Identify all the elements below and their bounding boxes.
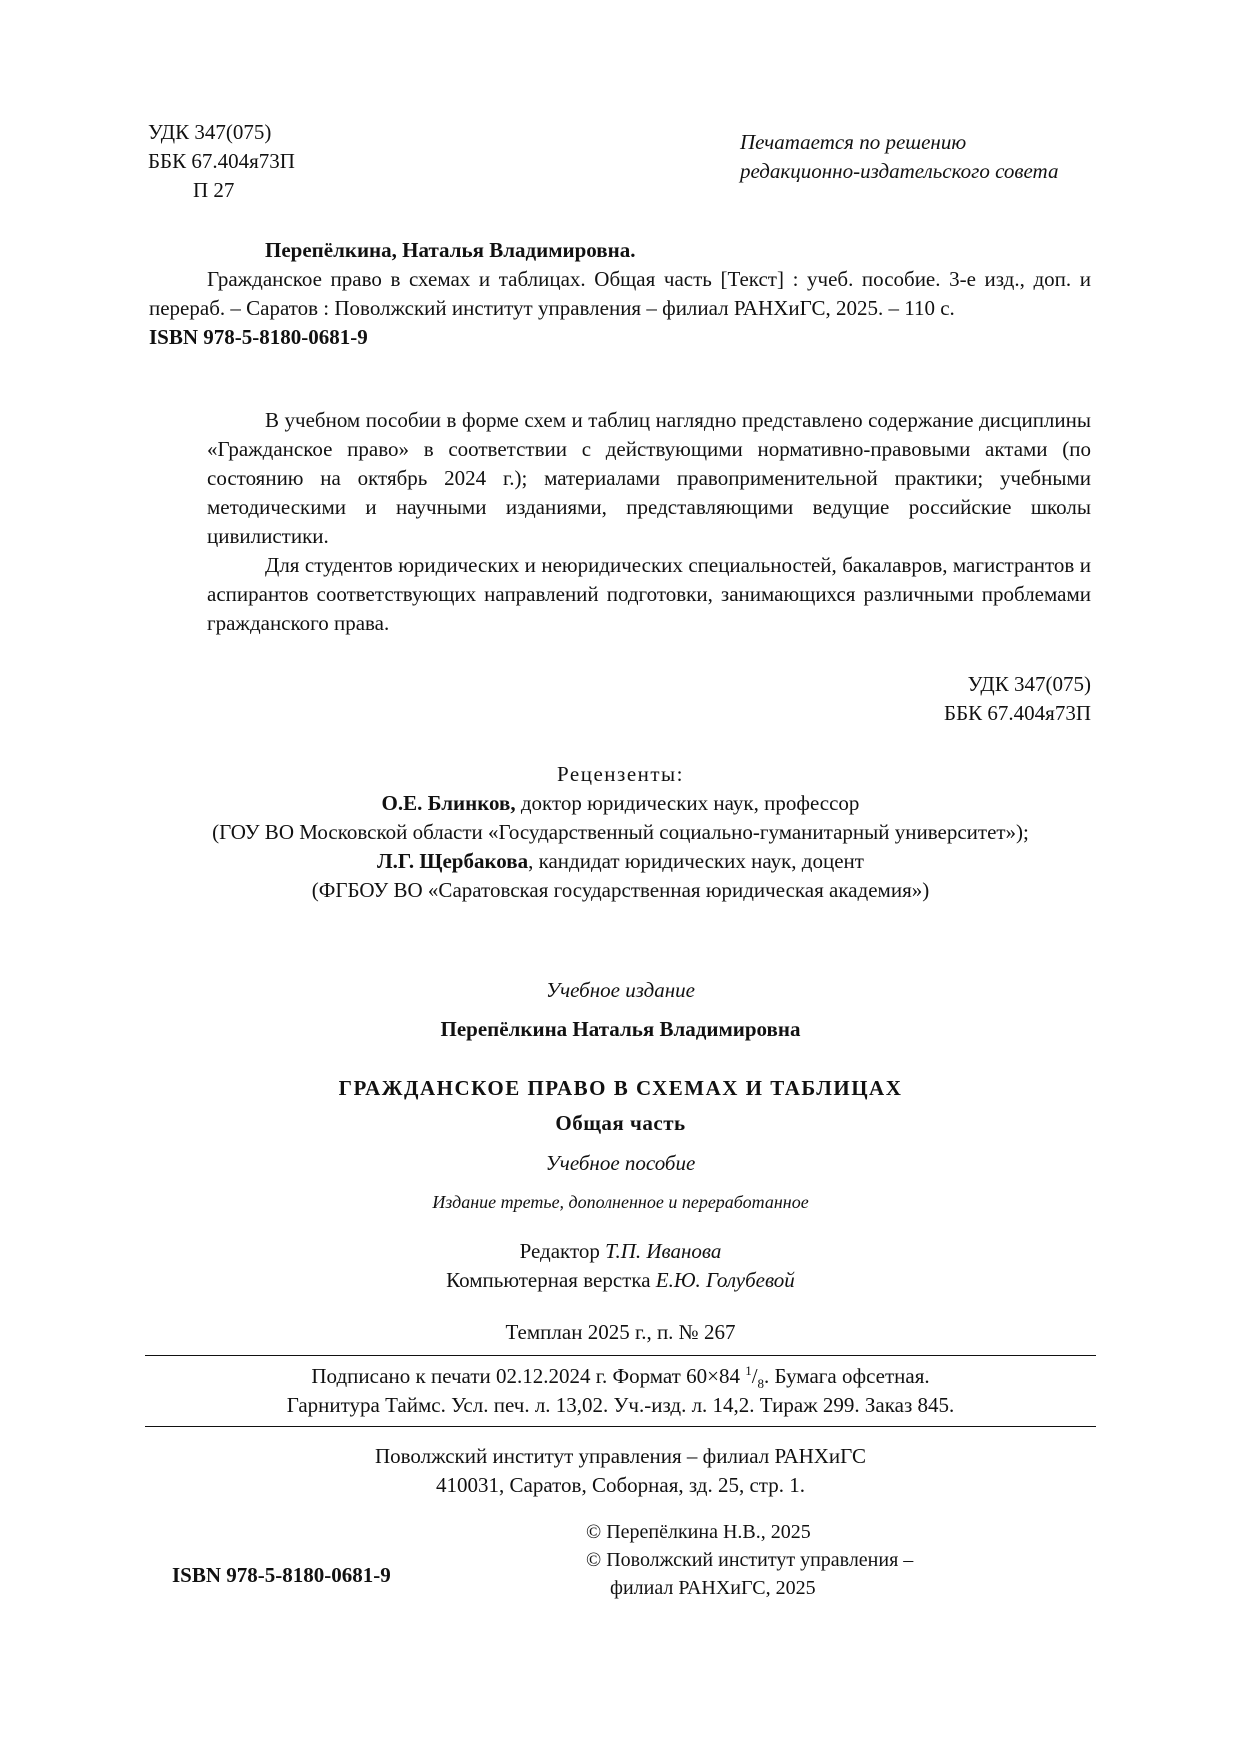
divider-bottom [145, 1426, 1096, 1427]
copyright-block [586, 1518, 913, 1602]
bbk-code-right: ББК 67.404я73П [944, 701, 1091, 725]
print-info-line-1b: . Бумага офсетная. [764, 1364, 930, 1388]
reviewer-2 [0, 847, 1241, 876]
format-fraction-denominator: 8 [757, 1376, 765, 1392]
book-genre: Учебное пособие [545, 1151, 696, 1175]
abstract-paragraph-1: В учебном пособии в форме схем и таблиц наглядно представлено содержание дисциплины «Гражданское право» в соответствии с действующими нормативно-правовыми актами (по состоянию на октябрь 2024 г.); материалами правоприменительной практики; учебными методическими и научными изданиями, представляющими ведущие российские школы цивилистики. [207, 408, 1091, 548]
print-info-line-1: Подписано к печати 02.12.2024 г. Формат 60×84 $^1/_8$. Бумага офсетная. [311, 1363, 930, 1392]
approval-line-1: Печатается по решению [740, 130, 967, 154]
print-info-line-2: Гарнитура Таймс. Усл. печ. л. 13,02. Уч.-изд. л. 14,2. Тираж 299. Заказ 845. [286, 1393, 955, 1417]
credits [0, 1237, 1241, 1295]
print-info [0, 1362, 1241, 1420]
author-mark: П 27 [193, 178, 235, 202]
publisher-address: 410031, Саратов, Соборная, зд. 25, стр. 1. [436, 1473, 805, 1497]
record-description: Гражданское право в схемах и таблицах. Общая часть [Текст] : учеб. пособие. 3-е изд., доп. и перераб. – Саратов : Поволжский институт управления – филиал РАНХиГС, 2025. – 110 с. [149, 267, 1091, 320]
abstract [207, 406, 1091, 638]
editor-line [0, 1237, 1241, 1266]
publisher-block [0, 1442, 1241, 1500]
edition-type: Учебное издание [545, 978, 696, 1002]
reviewer-2-org: (ФГБОУ ВО «Саратовская государственная юридическая академия») [311, 878, 930, 902]
bibliographic-record [149, 236, 1091, 352]
reviewers-heading: Рецензенты: [557, 762, 684, 786]
approval-line-2: редакционно-издательского совета [740, 159, 1059, 183]
copyright-publisher-cont: филиал РАНХиГС, 2025 [610, 1577, 816, 1599]
udk-code: УДК 347(075) [148, 120, 272, 144]
publisher-name: Поволжский институт управления – филиал РАНХиГС [374, 1444, 867, 1468]
layout-line [0, 1266, 1241, 1295]
imprint-author: Перепёлкина Наталья Владимировна [440, 1017, 801, 1041]
copyright-author: © Перепёлкина Н.В., 2025 [586, 1521, 811, 1543]
layout-name: Е.Ю. Голубевой [655, 1268, 795, 1292]
templan: Темплан 2025 г., п. № 267 [505, 1320, 736, 1344]
layout-label: Компьютерная верстка [446, 1268, 656, 1292]
approval-note [740, 128, 1058, 186]
editor-label: Редактор [519, 1239, 606, 1263]
print-info-line-1a: Подписано к печати 02.12.2024 г. Формат 60×84 [311, 1364, 746, 1388]
record-author: Перепёлкина, Наталья Владимировна. [265, 238, 636, 262]
editor-name: Т.П. Иванова [605, 1239, 722, 1263]
abstract-paragraph-2: Для студентов юридических и неюридических специальностей, бакалавров, магистрантов и аспирантов соответствующих направлений подготовки, занимающихся различными проблемами гражданского права. [207, 553, 1091, 635]
reviewer-1 [0, 789, 1241, 818]
reviewer-1-org: (ГОУ ВО Московской области «Государственный социально-гуманитарный университет»); [212, 820, 1029, 844]
bbk-code: ББК 67.404я73П [148, 149, 295, 173]
udk-code-right: УДК 347(075) [967, 672, 1091, 696]
record-isbn: ISBN 978-5-8180-0681-9 [149, 325, 368, 349]
reviewer-1-title: доктор юридических наук, профессор [515, 791, 860, 815]
reviewers-block [0, 760, 1241, 905]
edition-note: Издание третье, дополненное и переработанное [432, 1192, 809, 1212]
divider-top [145, 1355, 1096, 1356]
copyright-publisher: © Поволжский институт управления – [586, 1549, 914, 1571]
footer-isbn: ISBN 978-5-8180-0681-9 [172, 1563, 391, 1587]
classification-right [944, 670, 1091, 728]
classification-block [148, 118, 295, 205]
reviewer-2-title: , кандидат юридических наук, доцент [528, 849, 864, 873]
book-subtitle: Общая часть [555, 1111, 686, 1135]
reviewer-2-name: Л.Г. Щербакова [377, 849, 529, 873]
book-title: ГРАЖДАНСКОЕ ПРАВО В СХЕМАХ И ТАБЛИЦАХ [338, 1076, 903, 1100]
format-fraction-numerator: 1 [745, 1363, 752, 1378]
reviewer-1-name: О.Е. Блинков, [381, 791, 516, 815]
